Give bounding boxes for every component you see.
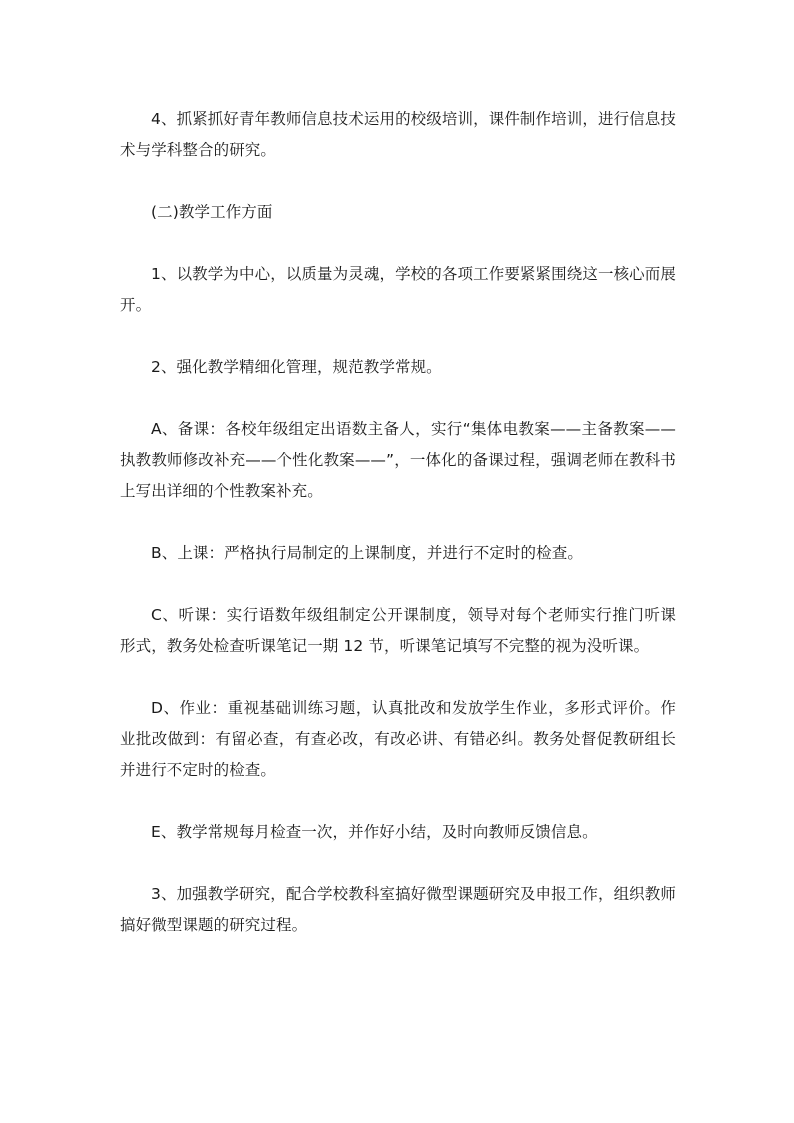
paragraph-spacer: [120, 848, 676, 879]
paragraph-spacer: [120, 228, 676, 259]
paragraph-homework: D、作业：重视基础训练习题，认真批改和发放学生作业，多形式评价。作业批改做到：有留必查，有查必改，有改必讲、有错必纠。教务处督促教研组长并进行不定时的检查。: [120, 699, 676, 779]
paragraph-spacer: [120, 786, 676, 817]
paragraph-classes: B、上课：严格执行局制定的上课制度，并进行不定时的检查。: [151, 544, 583, 562]
paragraph-spacer: [120, 321, 676, 352]
paragraph-teaching-center: 1、以教学为中心，以质量为灵魂，学校的各项工作要紧紧围绕这一核心而展开。: [120, 265, 676, 314]
paragraph-lesson-preparation: A、备课：各校年级组定出语数主备人，实行“集体电教案——主备教案——执教教师修改补充——个性化教案——”，一体化的备课过程，强调老师在教科书上写出详细的个性教案补充。: [120, 420, 676, 500]
section-heading-teaching-work: (二)教学工作方面: [151, 203, 273, 221]
document-body: [120, 104, 676, 941]
paragraph-spacer: [120, 166, 676, 197]
paragraph-monthly-check: E、教学常规每月检查一次，并作好小结，及时向教师反馈信息。: [151, 823, 598, 841]
paragraph-spacer: [120, 507, 676, 538]
paragraph-spacer: [120, 383, 676, 414]
paragraph-spacer: [120, 662, 676, 693]
paragraph-refined-management: 2、强化教学精细化管理，规范教学常规。: [151, 358, 442, 376]
paragraph-lesson-observation: C、听课：实行语数年级组制定公开课制度，领导对每个老师实行推门听课形式，教务处检查听课笔记一期 12 节，听课笔记填写不完整的视为没听课。: [120, 606, 676, 655]
paragraph-spacer: [120, 569, 676, 600]
paragraph-teaching-research: 3、加强教学研究，配合学校教科室搞好微型课题研究及申报工作，组织教师搞好微型课题的研究过程。: [120, 885, 676, 934]
paragraph-teacher-training: 4、抓紧抓好青年教师信息技术运用的校级培训，课件制作培训，进行信息技术与学科整合的研究。: [120, 110, 676, 159]
